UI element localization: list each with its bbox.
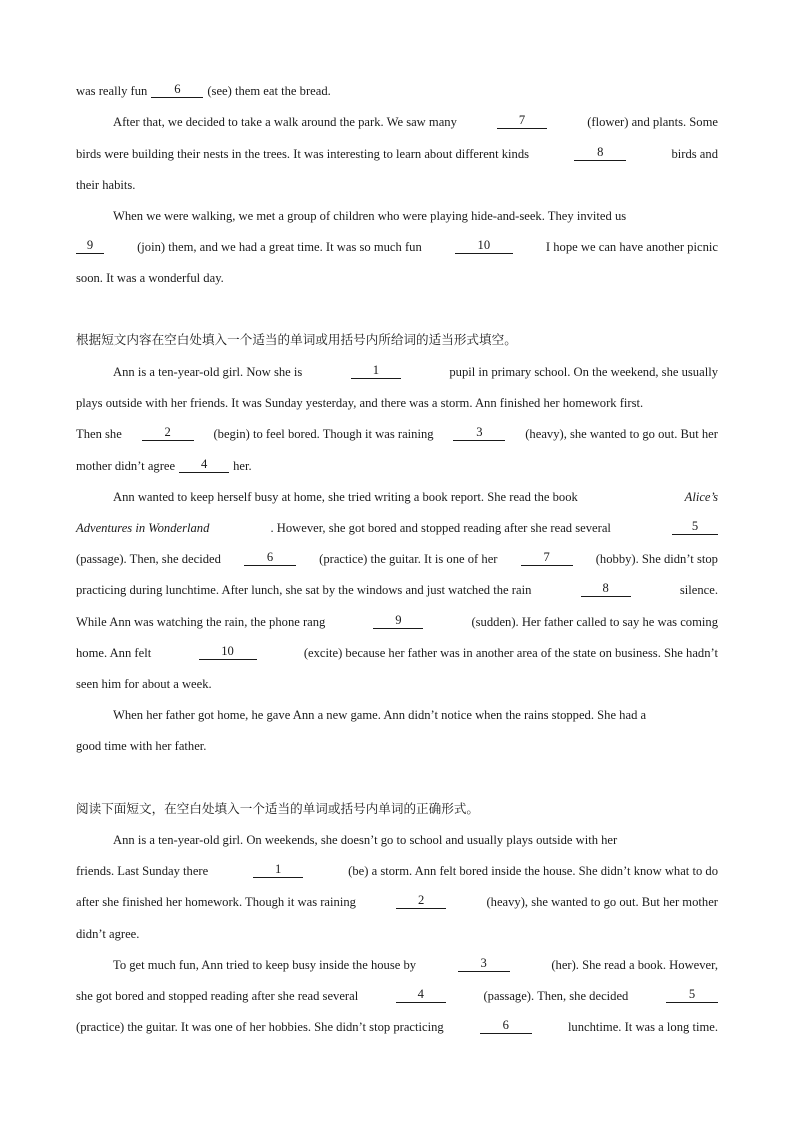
text-run: birds were building their nests in the trees. It was interesting to learn about different kinds xyxy=(76,147,530,161)
text-run: was really fun xyxy=(76,84,148,98)
text-run: When her father got home, he gave Ann a new game. Ann didn’t notice when the rains stopped. She had a xyxy=(113,708,647,722)
answer-blank-9[interactable]: 9 xyxy=(373,613,423,629)
answer-blank-6[interactable]: 6 xyxy=(480,1018,532,1034)
text-run: (practice) the guitar. It is one of her xyxy=(319,552,498,566)
text-line xyxy=(76,861,718,881)
text-run: (heavy), she wanted to go out. But her mother xyxy=(486,895,718,909)
text-run: Ann is a ten-year-old girl. On weekends, she doesn’t go to school and usually plays outside with her xyxy=(113,833,618,847)
text-run: (heavy), she wanted to go out. But her xyxy=(525,427,718,441)
text-run: lunchtime. It was a long time. xyxy=(567,1020,718,1034)
text-line xyxy=(113,206,718,226)
text-line xyxy=(113,112,718,132)
text-run: good time with her father. xyxy=(76,739,207,753)
text-line xyxy=(76,268,718,288)
text-line xyxy=(76,580,718,600)
text-run: home. Ann felt xyxy=(76,646,152,660)
text-run: seen him for about a week. xyxy=(76,677,212,691)
text-run: didn’t agree. xyxy=(76,927,140,941)
text-run: pupil in primary school. On the weekend, she usually xyxy=(449,365,718,379)
text-line xyxy=(76,144,718,164)
text-run: practicing during lunchtime. After lunch, she sat by the windows and just watched the rain xyxy=(76,583,532,597)
text-line xyxy=(76,393,718,413)
answer-blank-1[interactable]: 1 xyxy=(351,363,401,379)
answer-blank-2[interactable]: 2 xyxy=(142,425,194,441)
answer-blank-6[interactable]: 6 xyxy=(244,550,296,566)
answer-blank-2[interactable]: 2 xyxy=(396,893,446,909)
answer-blank-10[interactable]: 10 xyxy=(455,238,513,254)
text-run: she got bored and stopped reading after she read several xyxy=(76,989,359,1003)
text-run: (hobby). She didn’t stop xyxy=(595,552,718,566)
text-line xyxy=(76,237,718,257)
text-run: Ann is a ten-year-old girl. Now she is xyxy=(113,365,303,379)
text-line xyxy=(76,549,718,569)
text-run: (see) them eat the bread. xyxy=(207,84,331,98)
answer-blank-10[interactable]: 10 xyxy=(199,644,257,660)
answer-blank-3[interactable]: 3 xyxy=(453,425,505,441)
text-line xyxy=(76,674,718,694)
text-run: . However, she got bored and stopped reading after she read several xyxy=(270,521,611,535)
text-line xyxy=(76,643,718,663)
book-title: Adventures in Wonderland xyxy=(76,521,210,535)
text-line xyxy=(113,362,718,382)
text-line xyxy=(113,955,718,975)
text-line xyxy=(76,81,718,101)
answer-blank-8[interactable]: 8 xyxy=(574,145,626,161)
text-run: after she finished her homework. Though it was raining xyxy=(76,895,356,909)
text-run: (her). She read a book. However, xyxy=(551,958,718,972)
text-line xyxy=(113,487,718,507)
text-line xyxy=(76,175,718,195)
section-heading: 阅读下面短文，在空白处填入一个适当的单词或括号内单词的正确形式。 xyxy=(76,801,479,816)
text-line xyxy=(76,456,718,476)
text-line xyxy=(76,424,718,444)
text-line xyxy=(76,892,718,912)
text-run: soon. It was a wonderful day. xyxy=(76,271,224,285)
text-run: (passage). Then, she decided xyxy=(76,552,221,566)
answer-blank-9[interactable]: 9 xyxy=(76,238,104,254)
answer-blank-6[interactable]: 6 xyxy=(151,82,203,98)
text-run: (be) a storm. Ann felt bored inside the house. She didn’t know what to do xyxy=(348,864,718,878)
text-run: After that, we decided to take a walk around the park. We saw many xyxy=(113,115,457,129)
answer-blank-7[interactable]: 7 xyxy=(521,550,573,566)
text-run: Ann wanted to keep herself busy at home, she tried writing a book report. She read the book xyxy=(113,490,578,504)
text-run: silence. xyxy=(679,583,718,597)
text-run: When we were walking, we met a group of children who were playing hide-and-seek. They invited us xyxy=(113,209,627,223)
text-line xyxy=(76,518,718,538)
answer-blank-8[interactable]: 8 xyxy=(581,581,631,597)
text-line xyxy=(113,705,718,725)
answer-blank-1[interactable]: 1 xyxy=(253,862,303,878)
text-run: birds and xyxy=(671,147,718,161)
answer-blank-4[interactable]: 4 xyxy=(396,987,446,1003)
answer-blank-3[interactable]: 3 xyxy=(458,956,510,972)
text-line xyxy=(76,736,718,756)
answer-blank-4[interactable]: 4 xyxy=(179,457,229,473)
text-run: While Ann was watching the rain, the phone rang xyxy=(76,615,326,629)
text-run: (flower) and plants. Some xyxy=(587,115,718,129)
text-run: plays outside with her friends. It was Sunday yesterday, and there was a storm. Ann finished her homework first. xyxy=(76,396,644,410)
text-run: (excite) because her father was in another area of the state on business. She hadn’t xyxy=(303,646,718,660)
text-run: her. xyxy=(233,459,252,473)
text-run: their habits. xyxy=(76,178,136,192)
text-line xyxy=(76,1017,718,1037)
text-run: (passage). Then, she decided xyxy=(483,989,629,1003)
text-run: I hope we can have another picnic xyxy=(545,240,718,254)
text-run: friends. Last Sunday there xyxy=(76,864,209,878)
text-run: (practice) the guitar. It was one of her hobbies. She didn’t stop practicing xyxy=(76,1020,444,1034)
answer-blank-5[interactable]: 5 xyxy=(672,519,718,535)
text-line xyxy=(76,924,718,944)
answer-blank-7[interactable]: 7 xyxy=(497,113,547,129)
text-line xyxy=(113,830,718,850)
text-line xyxy=(76,612,718,632)
text-run: mother didn’t agree xyxy=(76,459,176,473)
book-title: Alice’s xyxy=(684,490,718,504)
text-run: To get much fun, Ann tried to keep busy inside the house by xyxy=(113,958,417,972)
text-run: (begin) to feel bored. Though it was raining xyxy=(213,427,434,441)
text-run: Then she xyxy=(76,427,122,441)
text-run: (sudden). Her father called to say he was coming xyxy=(471,615,718,629)
text-run: (join) them, and we had a great time. It was so much fun xyxy=(137,240,422,254)
answer-blank-5[interactable]: 5 xyxy=(666,987,718,1003)
text-line xyxy=(76,986,718,1006)
section-heading: 根据短文内容在空白处填入一个适当的单词或用括号内所给词的适当形式填空。 xyxy=(76,332,517,347)
